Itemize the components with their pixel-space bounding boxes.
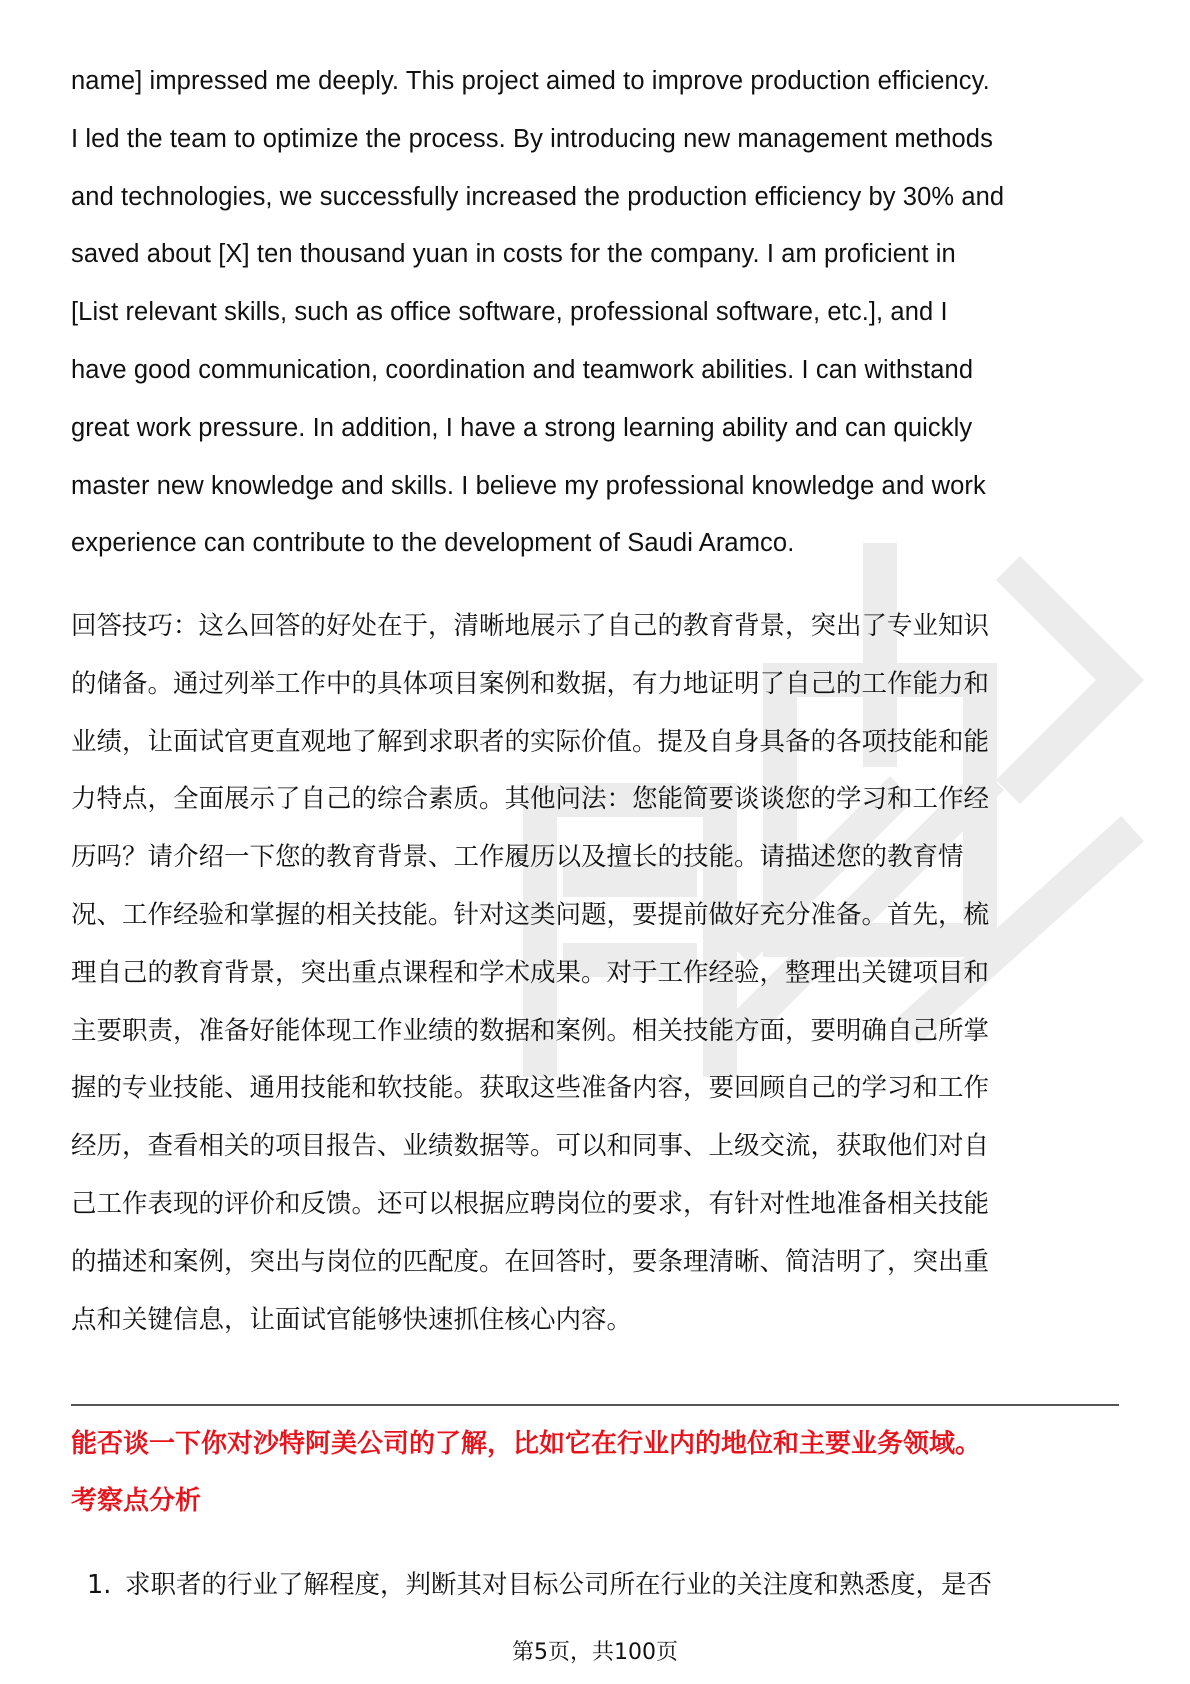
tips-line: 主要职责，准备好能体现工作业绩的数据和案例。相关技能方面，要明确自己所掌	[71, 1015, 990, 1046]
list-item-text: 求职者的行业了解程度，判断其对目标公司所在行业的关注度和熟悉度，是否	[125, 1570, 993, 1600]
answer-tips-paragraph	[71, 598, 1121, 1349]
tips-line: 况、工作经验和掌握的相关技能。针对这类问题，要提前做好充分准备。首先，梳	[71, 899, 990, 930]
english-line: master new knowledge and skills. I believe my professional knowledge and work	[71, 471, 986, 500]
tips-line: 力特点，全面展示了自己的综合素质。其他问法：您能简要谈谈您的学习和工作经	[71, 784, 990, 815]
english-line: and technologies, we successfully increased the production efficiency by 30% and	[71, 182, 1005, 211]
list-item-number: 1.	[87, 1570, 112, 1600]
section-divider	[71, 1404, 1119, 1406]
english-line: [List relevant skills, such as office software, professional software, etc.], and I	[71, 298, 948, 327]
tips-line: 的描述和案例，突出与岗位的匹配度。在回答时，要条理清晰、简洁明了，突出重	[71, 1246, 990, 1277]
tips-line: 握的专业技能、通用技能和软技能。获取这些准备内容，要回顾自己的学习和工作	[71, 1073, 990, 1104]
interview-question: 能否谈一下你对沙特阿美公司的了解，比如它在行业内的地位和主要业务领域。	[71, 1429, 982, 1459]
analysis-heading: 考察点分析	[71, 1486, 202, 1516]
english-line: great work pressure. In addition, I have a strong learning ability and can quickly	[71, 413, 973, 442]
tips-line: 理自己的教育背景，突出重点课程和学术成果。对于工作经验，整理出关键项目和	[71, 957, 990, 988]
list-item	[87, 1558, 992, 1612]
tips-line: 经历，查看相关的项目报告、业绩数据等。可以和同事、上级交流，获取他们对自	[71, 1131, 990, 1162]
english-answer-paragraph	[71, 53, 1131, 573]
tips-line: 的储备。通过列举工作中的具体项目案例和数据，有力地证明了自己的工作能力和	[71, 668, 990, 699]
tips-line: 业绩，让面试官更直观地了解到求职者的实际价值。提及自身具备的各项技能和能	[71, 726, 990, 757]
english-line: experience can contribute to the development of Saudi Aramco.	[71, 529, 795, 558]
tips-line: 己工作表现的评价和反馈。还可以根据应聘岗位的要求，有针对性地准备相关技能	[71, 1188, 990, 1219]
english-line: have good communication, coordination and teamwork abilities. I can withstand	[71, 355, 974, 384]
tips-line: 回答技巧：这么回答的好处在于，清晰地展示了自己的教育背景，突出了专业知识	[71, 611, 990, 641]
english-line: I led the team to optimize the process. By introducing new management methods	[71, 124, 993, 153]
english-line: saved about [X] ten thousand yuan in costs for the company. I am proficient in	[71, 240, 956, 269]
page-footer: 第5页，共100页	[512, 1640, 678, 1665]
tips-line: 点和关键信息，让面试官能够快速抓住核心内容。	[71, 1304, 633, 1335]
tips-line: 历吗？请介绍一下您的教育背景、工作履历以及擅长的技能。请描述您的教育情	[71, 842, 964, 873]
english-line: name] impressed me deeply. This project aimed to improve production efficiency.	[71, 67, 990, 95]
